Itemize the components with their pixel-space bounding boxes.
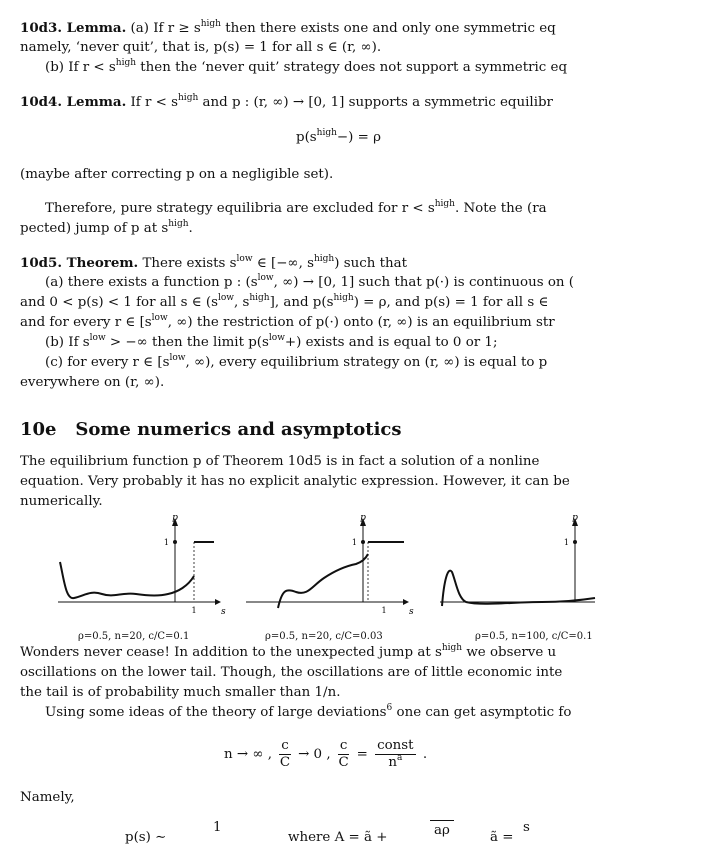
equilibrium-curve — [60, 562, 194, 598]
para2-line1: Wonders never cease! In addition to the unexpected jump at $s^{high}$ we observe u — [20, 643, 557, 660]
lemma-10d4-line1: 10d4. Lemma. If $r < s^{high}$ and p : (r, ∞) → [0, 1] supports a symmetric equilibr — [20, 93, 553, 110]
bottom-formula-tail: ã = — [490, 830, 514, 845]
section-number: 10e — [20, 419, 57, 440]
lemma-10d4-para1: Therefore, pure strategy equilibria are excluded for $r < s^{high}$. Note the (ra — [45, 199, 547, 216]
para3-line1: Using some ideas of the theory of large deviations$^6$ one can get asymptotic fo — [45, 703, 572, 720]
tick-one-label: 1 — [563, 538, 569, 547]
axis-p-label: p — [572, 513, 578, 523]
fraction-c-over-C: $\frac{c}{C}$ — [279, 738, 291, 770]
fraction-const-over-n: $\frac{\text{const}}{n^a}$ — [377, 738, 414, 770]
theorem-10d5-label: 10d5. Theorem. — [20, 255, 139, 271]
tick-one-dot — [361, 540, 365, 544]
tick-one-dot — [173, 540, 177, 544]
section-title: Some numerics and asymptotics — [75, 419, 402, 440]
para2-line3: the tail is of probability much smaller than 1/n. — [20, 685, 341, 700]
theorem-10d5-c: (c) for every r ∈ [$s^{low}$, ∞), every equilibrium strategy on (r, ∞) is equal to p — [45, 353, 548, 370]
bottom-formula-tail-num: s — [523, 820, 530, 835]
lemma-10d3-label: 10d3. Lemma. — [20, 20, 127, 36]
equilibrium-curve — [278, 554, 368, 608]
namely: Namely, — [20, 790, 75, 805]
plot-1 — [50, 510, 225, 620]
axis-s-label: s — [221, 607, 226, 617]
axis-p-label: p — [360, 513, 366, 523]
tick-one-s-label: 1 — [381, 606, 387, 615]
bottom-formula-where: where A = ã + — [288, 830, 388, 845]
equilibrium-curve — [442, 571, 595, 606]
lemma-10d3-line2: namely, ‘never quit’, that is, p(s) = 1 for all s ∈ (r, ∞). — [20, 40, 382, 55]
lemma-10d4-after: (maybe after correcting p on a negligible set). — [20, 167, 334, 182]
tick-one-dot — [573, 540, 577, 544]
footnote-marker[interactable]: 6 — [386, 703, 393, 713]
fraction-c-over-C-2: $\frac{c}{C}$ — [338, 738, 349, 770]
theorem-10d5-b: (b) If $s^{low}$ > −∞ then the limit $p(s^{low}+)$ exists and is equal to 0 or 1; — [45, 333, 498, 350]
theorem-10d5-a1: (a) there exists a function p : ($s^{low}$, ∞) → [0, 1] such that p(·) is continuous on ( — [45, 273, 575, 290]
para1-line1: The equilibrium function p of Theorem 10d5 is in fact a solution of a nonline — [20, 454, 540, 469]
tick-one-label: 1 — [163, 538, 169, 547]
theorem-10d5-intro: 10d5. Theorem. There exists $s^{low}$ ∈ [−∞, $s^{high}$) such that — [20, 254, 407, 271]
bottom-formula: p(s) ∼ — [125, 830, 167, 845]
tick-one-label: 1 — [351, 538, 357, 547]
tick-one-s-label: 1 — [191, 606, 197, 615]
s-axis-arrow — [215, 599, 221, 605]
lemma-10d4-equation: $p(s^{high}-) = \rho$ — [296, 128, 381, 145]
axis-s-label: s — [409, 607, 414, 617]
plot-3-caption: ρ=0.5, n=100, c/C=0.1 — [475, 631, 593, 642]
bottom-formula-sqrt: aρ — [430, 820, 454, 841]
lemma-10d4-para2: pected) jump of p at $s^{high}$. — [20, 219, 193, 236]
para1-line2: equation. Very probably it has no explicit analytic expression. However, it can be — [20, 474, 570, 489]
theorem-10d5-c2: everywhere on (r, ∞). — [20, 375, 165, 390]
lemma-10d3-line1: 10d3. Lemma. (a) If $r \ge s^{high}$ then there exists one and only one symmetric eq — [20, 19, 556, 36]
para1-line3: numerically. — [20, 494, 103, 509]
bottom-formula-num: 1 — [213, 820, 222, 835]
lemma-10d3-line3: (b) If $r < s^{high}$ then the ‘never quit’ strategy does not support a symmetric eq — [45, 58, 568, 75]
plot-1-caption: ρ=0.5, n=20, c/C=0.1 — [78, 631, 190, 642]
para2-line2: oscillations on the lower tail. Though, the oscillations are of little economic inte — [20, 665, 563, 680]
theorem-10d5-a2: and 0 < p(s) < 1 for all s ∈ ($s^{low}$, $s^{high}$], and $p(s^{high}) = \rho$, and p(s) = 1 for all s ∈ — [20, 293, 549, 310]
plot-2-caption: ρ=0.5, n=20, c/C=0.03 — [265, 631, 383, 642]
s-axis-arrow — [403, 599, 409, 605]
theorem-10d5-a3: and for every r ∈ [$s^{low}$, ∞) the restriction of p(·) onto (r, ∞) is an equilibrium str — [20, 313, 555, 330]
lemma-10d4-label: 10d4. Lemma. — [20, 94, 127, 110]
plot-2 — [238, 510, 413, 620]
section-heading — [20, 420, 402, 440]
axis-p-label: p — [172, 513, 178, 523]
plot-3 — [432, 510, 595, 620]
asymptotic-formula: n → ∞ , $\frac{c}{C}$ → 0 , $\frac{c}{C}$ = $\frac{\text{const}}{n^a}$ . — [224, 738, 428, 770]
